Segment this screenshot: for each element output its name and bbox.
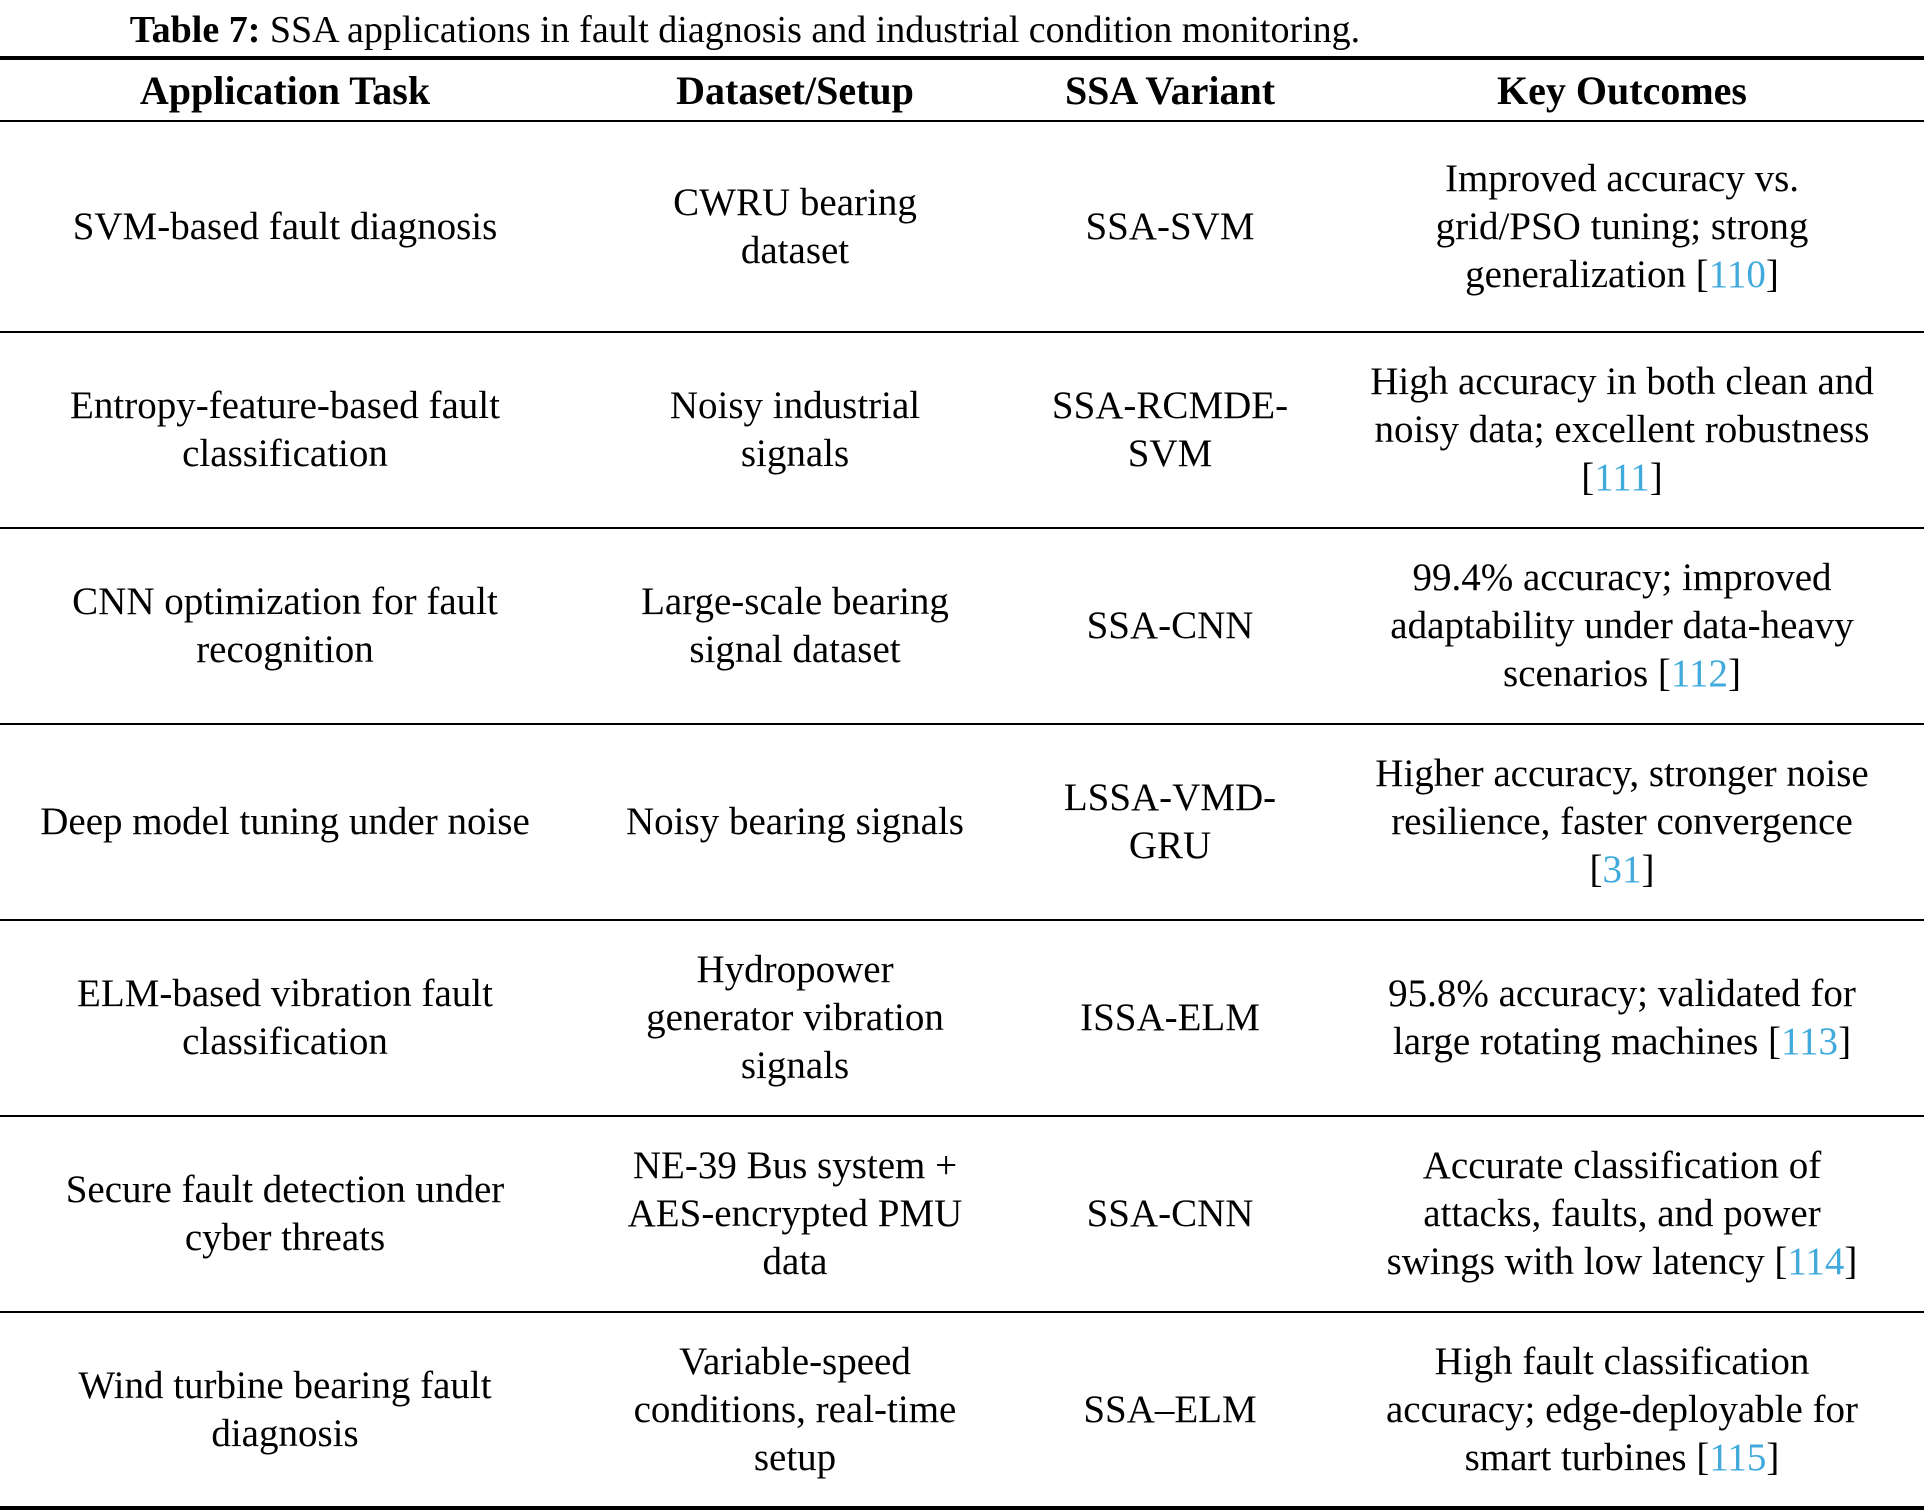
citation-bracket-close: ] xyxy=(1765,252,1779,296)
outcome-text: 99.4% accuracy; improved adaptability under data-heavy scenarios xyxy=(1390,556,1854,695)
outcome-text: 95.8% accuracy; validated for large rotating machines xyxy=(1388,972,1856,1063)
citation-link[interactable]: 115 xyxy=(1709,1435,1767,1479)
cell-variant: SSA-CNN xyxy=(1020,528,1320,724)
citation-link[interactable]: 112 xyxy=(1670,652,1728,695)
outcome-text: High accuracy in both clean and noisy data; excellent robustness xyxy=(1370,360,1874,451)
table-row xyxy=(0,121,1924,332)
citation-link[interactable]: 31 xyxy=(1602,848,1642,891)
cell-task: Wind turbine bearing fault diagnosis xyxy=(0,1312,570,1508)
citation-bracket-open: [ xyxy=(1657,652,1671,695)
table-row xyxy=(0,332,1924,528)
citation-bracket-open: [ xyxy=(1768,1020,1781,1063)
citation-bracket-close: ] xyxy=(1844,1240,1858,1283)
citation-bracket-close: ] xyxy=(1838,1020,1852,1063)
cell-task: Secure fault detection under cyber threats xyxy=(0,1116,570,1312)
outcome-text: High fault classification accuracy; edge-deployable for smart turbines xyxy=(1385,1339,1859,1479)
cell-dataset: CWRU bearing dataset xyxy=(570,121,1020,332)
table-caption-text: SSA applications in fault diagnosis and industrial condition monitoring. xyxy=(260,9,1361,51)
cell-dataset: Large-scale bearing signal dataset xyxy=(570,528,1020,724)
outcome-text: Improved accuracy vs. grid/PSO tuning; strong generalization xyxy=(1435,156,1809,296)
table-header-row xyxy=(0,58,1924,121)
ssa-applications-table xyxy=(0,56,1924,1510)
cell-outcome xyxy=(1320,1312,1924,1508)
cell-outcome xyxy=(1320,920,1924,1116)
outcome-text: Higher accuracy, stronger noise resilience, faster convergence xyxy=(1375,752,1869,843)
cell-variant: SSA-SVM xyxy=(1020,121,1320,332)
citation-bracket-close: ] xyxy=(1649,456,1663,499)
table-row xyxy=(0,724,1924,920)
citation-bracket-open: [ xyxy=(1696,1435,1710,1479)
citation-bracket-close: ] xyxy=(1727,652,1741,695)
cell-dataset: Noisy bearing signals xyxy=(570,724,1020,920)
table-row xyxy=(0,920,1924,1116)
cell-variant: SSA–ELM xyxy=(1020,1312,1320,1508)
cell-dataset: Hydropower generator vibration signals xyxy=(570,920,1020,1116)
header-application-task: Application Task xyxy=(139,67,431,113)
header-ssa-variant: SSA Variant xyxy=(1064,67,1276,113)
citation-link[interactable]: 110 xyxy=(1708,252,1766,296)
cell-task: CNN optimization for fault recognition xyxy=(0,528,570,724)
cell-task: SVM-based fault diagnosis xyxy=(0,121,570,332)
cell-dataset: Noisy industrial signals xyxy=(570,332,1020,528)
table-caption xyxy=(0,0,1490,56)
cell-outcome xyxy=(1320,724,1924,920)
citation-bracket-open: [ xyxy=(1774,1240,1788,1283)
citation-bracket-close: ] xyxy=(1641,848,1655,891)
cell-task: Entropy-feature-based fault classification xyxy=(0,332,570,528)
citation-link[interactable]: 114 xyxy=(1787,1240,1845,1283)
header-dataset-setup: Dataset/Setup xyxy=(676,67,914,113)
cell-outcome xyxy=(1320,332,1924,528)
citation-link[interactable]: 111 xyxy=(1594,456,1650,499)
cell-outcome xyxy=(1320,121,1924,332)
cell-variant: LSSA-VMD-GRU xyxy=(1020,724,1320,920)
cell-dataset: Variable-speed conditions, real-time setup xyxy=(570,1312,1020,1508)
cell-variant: SSA-CNN xyxy=(1020,1116,1320,1312)
table-row xyxy=(0,1116,1924,1312)
header-key-outcomes: Key Outcomes xyxy=(1497,67,1747,113)
cell-outcome xyxy=(1320,528,1924,724)
cell-task: ELM-based vibration fault classification xyxy=(0,920,570,1116)
citation-link[interactable]: 113 xyxy=(1781,1020,1839,1063)
citation-bracket-open: [ xyxy=(1589,848,1603,891)
citation-bracket-open: [ xyxy=(1581,456,1595,499)
cell-outcome xyxy=(1320,1116,1924,1312)
table-caption-label: Table 7: xyxy=(129,9,261,51)
cell-dataset: NE-39 Bus system + AES-encrypted PMU data xyxy=(570,1116,1020,1312)
cell-variant: SSA-RCMDE-SVM xyxy=(1020,332,1320,528)
citation-bracket-open: [ xyxy=(1695,252,1709,296)
table-row xyxy=(0,1312,1924,1508)
outcome-text: Accurate classification of attacks, faults, and power swings with low latency xyxy=(1386,1144,1822,1283)
citation-bracket-close: ] xyxy=(1766,1435,1780,1479)
cell-variant: ISSA-ELM xyxy=(1020,920,1320,1116)
cell-task: Deep model tuning under noise xyxy=(0,724,570,920)
table-row xyxy=(0,528,1924,724)
